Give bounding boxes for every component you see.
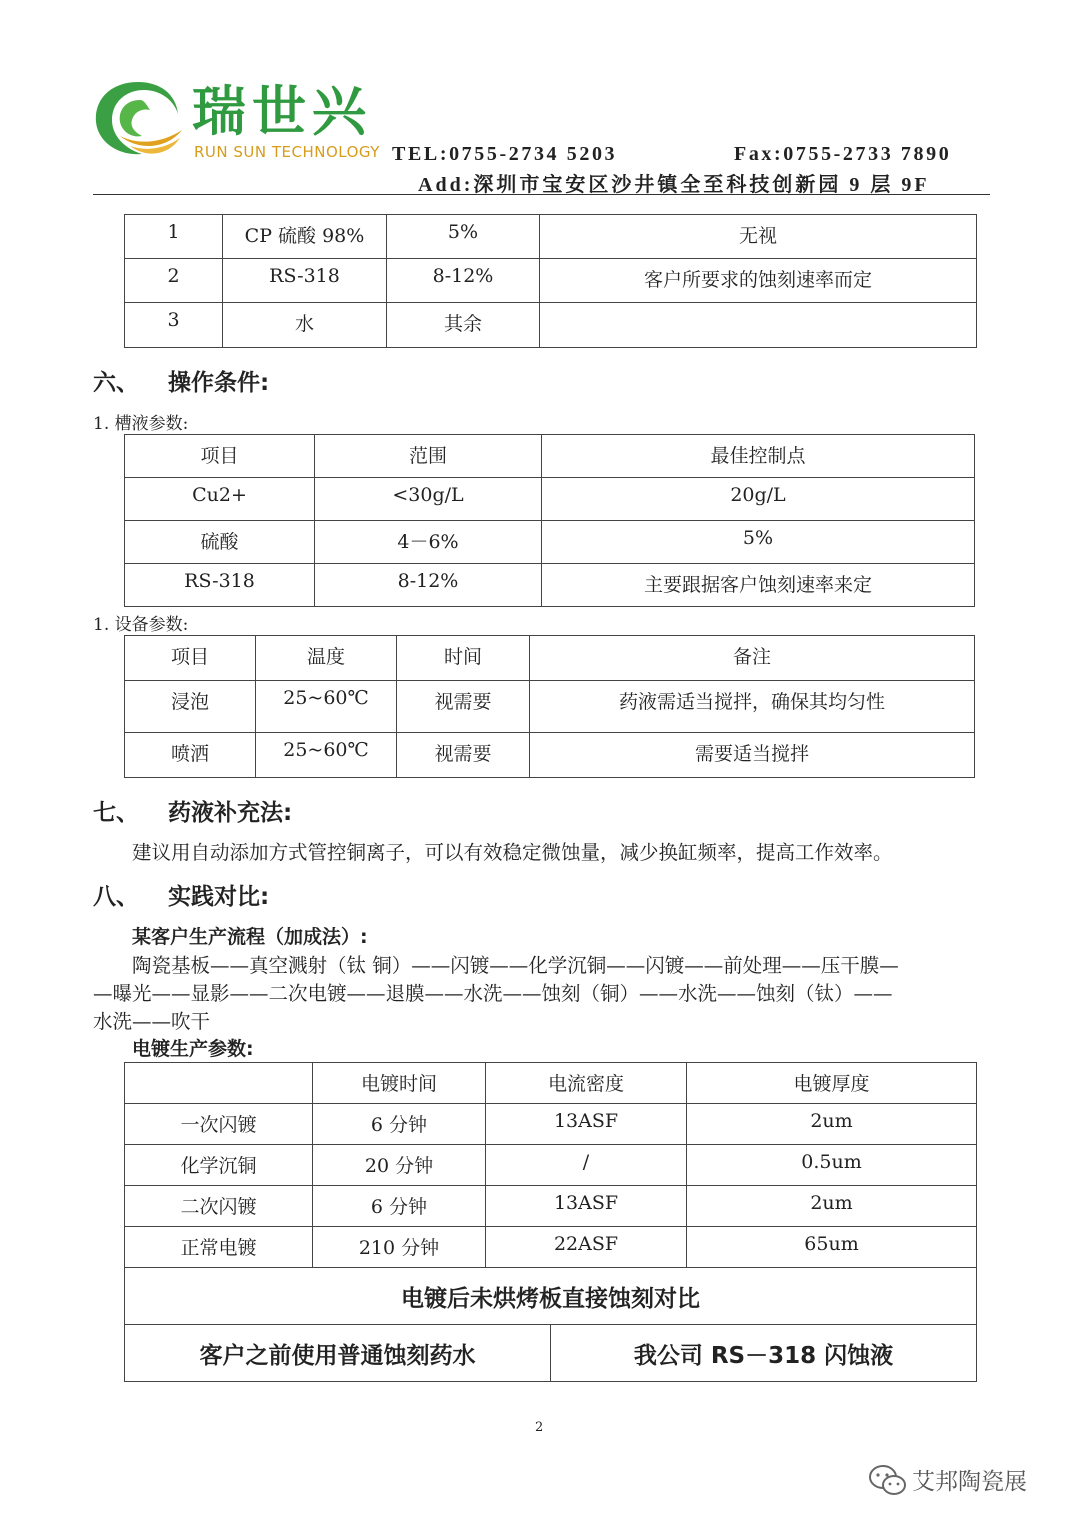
table-cell: 化学沉铜 bbox=[125, 1145, 313, 1186]
table-cell: 0.5um bbox=[687, 1145, 977, 1186]
equipment-params-label: 1. 设备参数: bbox=[93, 615, 189, 635]
table-cell: 5% bbox=[542, 521, 975, 564]
table-header: 最佳控制点 bbox=[542, 435, 975, 478]
table-cell: 硫酸 bbox=[125, 521, 315, 564]
section-7-text: 建议用自动添加方式管控铜离子，可以有效稳定微蚀量，减少换缸频率，提高工作效率。 bbox=[132, 841, 893, 864]
plating-params-table bbox=[124, 1062, 977, 1382]
address: Add:深圳市宝安区沙井镇全至科技创新园 9 层 9F bbox=[418, 174, 930, 196]
company-logo-icon bbox=[90, 76, 186, 160]
plating-params-title: 电镀生产参数: bbox=[132, 1038, 254, 1060]
telephone: TEL:0755-2734 5203 bbox=[392, 143, 618, 165]
table-cell: 8-12% bbox=[315, 564, 542, 607]
comparison-title: 电镀后未烘烤板直接蚀刻对比 bbox=[125, 1268, 977, 1325]
brand-name-en: RUN SUN TECHNOLOGY bbox=[194, 143, 380, 161]
table-cell: 1 bbox=[125, 215, 223, 259]
section-7-title: 药液补充法: bbox=[168, 800, 293, 826]
table-cell: <30g/L bbox=[315, 478, 542, 521]
table-cell: 无视 bbox=[540, 215, 977, 259]
section-8-title: 实践对比: bbox=[168, 884, 270, 910]
table-cell: 5% bbox=[387, 215, 540, 259]
table-header bbox=[125, 1063, 313, 1104]
table-header: 备注 bbox=[530, 636, 975, 681]
table-cell: 药液需适当搅拌，确保其均匀性 bbox=[530, 681, 975, 733]
table-cell: CP 硫酸 98% bbox=[223, 215, 387, 259]
table-header: 电镀时间 bbox=[313, 1063, 486, 1104]
table-cell: 20g/L bbox=[542, 478, 975, 521]
table-cell: 一次闪镀 bbox=[125, 1104, 313, 1145]
table-cell: 视需要 bbox=[397, 681, 530, 733]
table-cell: 20 分钟 bbox=[313, 1145, 486, 1186]
page-number: 2 bbox=[535, 1420, 544, 1435]
fax: Fax:0755-2733 7890 bbox=[734, 143, 952, 165]
table-cell: 6 分钟 bbox=[313, 1104, 486, 1145]
table-cell: 210 分钟 bbox=[313, 1227, 486, 1268]
table-header: 时间 bbox=[397, 636, 530, 681]
wechat-icon bbox=[868, 1464, 908, 1498]
section-6-number: 六、 bbox=[93, 370, 139, 396]
table-header: 项目 bbox=[125, 435, 315, 478]
comparison-right-label: 我公司 RS－318 闪蚀液 bbox=[551, 1325, 977, 1382]
table-cell: 3 bbox=[125, 303, 223, 348]
table-cell: 正常电镀 bbox=[125, 1227, 313, 1268]
table-cell: 2um bbox=[687, 1104, 977, 1145]
table-cell: 8-12% bbox=[387, 259, 540, 303]
section-7-number: 七、 bbox=[93, 800, 139, 826]
section-6-title: 操作条件: bbox=[168, 370, 270, 396]
table-cell: 13ASF bbox=[486, 1186, 687, 1227]
table-cell: 25~60℃ bbox=[256, 681, 397, 733]
table-cell: / bbox=[486, 1145, 687, 1186]
bath-params-label: 1. 槽液参数: bbox=[93, 414, 189, 434]
table-cell: 2 bbox=[125, 259, 223, 303]
table-cell: RS-318 bbox=[125, 564, 315, 607]
equipment-params-table bbox=[124, 635, 975, 778]
table-cell bbox=[540, 303, 977, 348]
process-flow-line-3: 水洗——吹干 bbox=[93, 1010, 211, 1033]
table-cell: RS-318 bbox=[223, 259, 387, 303]
table-cell: 二次闪镀 bbox=[125, 1186, 313, 1227]
table-cell: 主要跟据客户蚀刻速率来定 bbox=[542, 564, 975, 607]
table-cell: 客户所要求的蚀刻速率而定 bbox=[540, 259, 977, 303]
process-flow-title: 某客户生产流程（加成法）: bbox=[132, 926, 368, 948]
table-cell: 65um bbox=[687, 1227, 977, 1268]
table-cell: 其余 bbox=[387, 303, 540, 348]
table-cell: 浸泡 bbox=[125, 681, 256, 733]
comparison-left-label: 客户之前使用普通蚀刻药水 bbox=[125, 1325, 551, 1382]
process-flow-line-1: 陶瓷基板——真空溅射（钛 铜）——闪镀——化学沉铜——闪镀——前处理——压干膜— bbox=[132, 954, 899, 977]
table-cell: 22ASF bbox=[486, 1227, 687, 1268]
table-cell: 喷洒 bbox=[125, 733, 256, 778]
table-cell: 6 分钟 bbox=[313, 1186, 486, 1227]
table-header: 范围 bbox=[315, 435, 542, 478]
watermark-text: 艾邦陶瓷展 bbox=[912, 1469, 1027, 1495]
table-header: 温度 bbox=[256, 636, 397, 681]
table-cell: 25~60℃ bbox=[256, 733, 397, 778]
table-cell: Cu2+ bbox=[125, 478, 315, 521]
table-cell: 2um bbox=[687, 1186, 977, 1227]
table-cell: 4－6% bbox=[315, 521, 542, 564]
formula-table bbox=[124, 214, 977, 348]
header-divider bbox=[93, 194, 990, 195]
table-cell: 13ASF bbox=[486, 1104, 687, 1145]
table-cell: 需要适当搅拌 bbox=[530, 733, 975, 778]
table-header: 电镀厚度 bbox=[687, 1063, 977, 1104]
table-cell: 视需要 bbox=[397, 733, 530, 778]
brand-name-cn: 瑞世兴 bbox=[192, 80, 372, 143]
process-flow-line-2: —曝光——显影——二次电镀——退膜——水洗——蚀刻（铜）——水洗——蚀刻（钛）—— bbox=[93, 982, 893, 1005]
table-header: 项目 bbox=[125, 636, 256, 681]
table-cell: 水 bbox=[223, 303, 387, 348]
bath-params-table bbox=[124, 434, 975, 607]
section-8-number: 八、 bbox=[93, 884, 139, 910]
table-header: 电流密度 bbox=[486, 1063, 687, 1104]
